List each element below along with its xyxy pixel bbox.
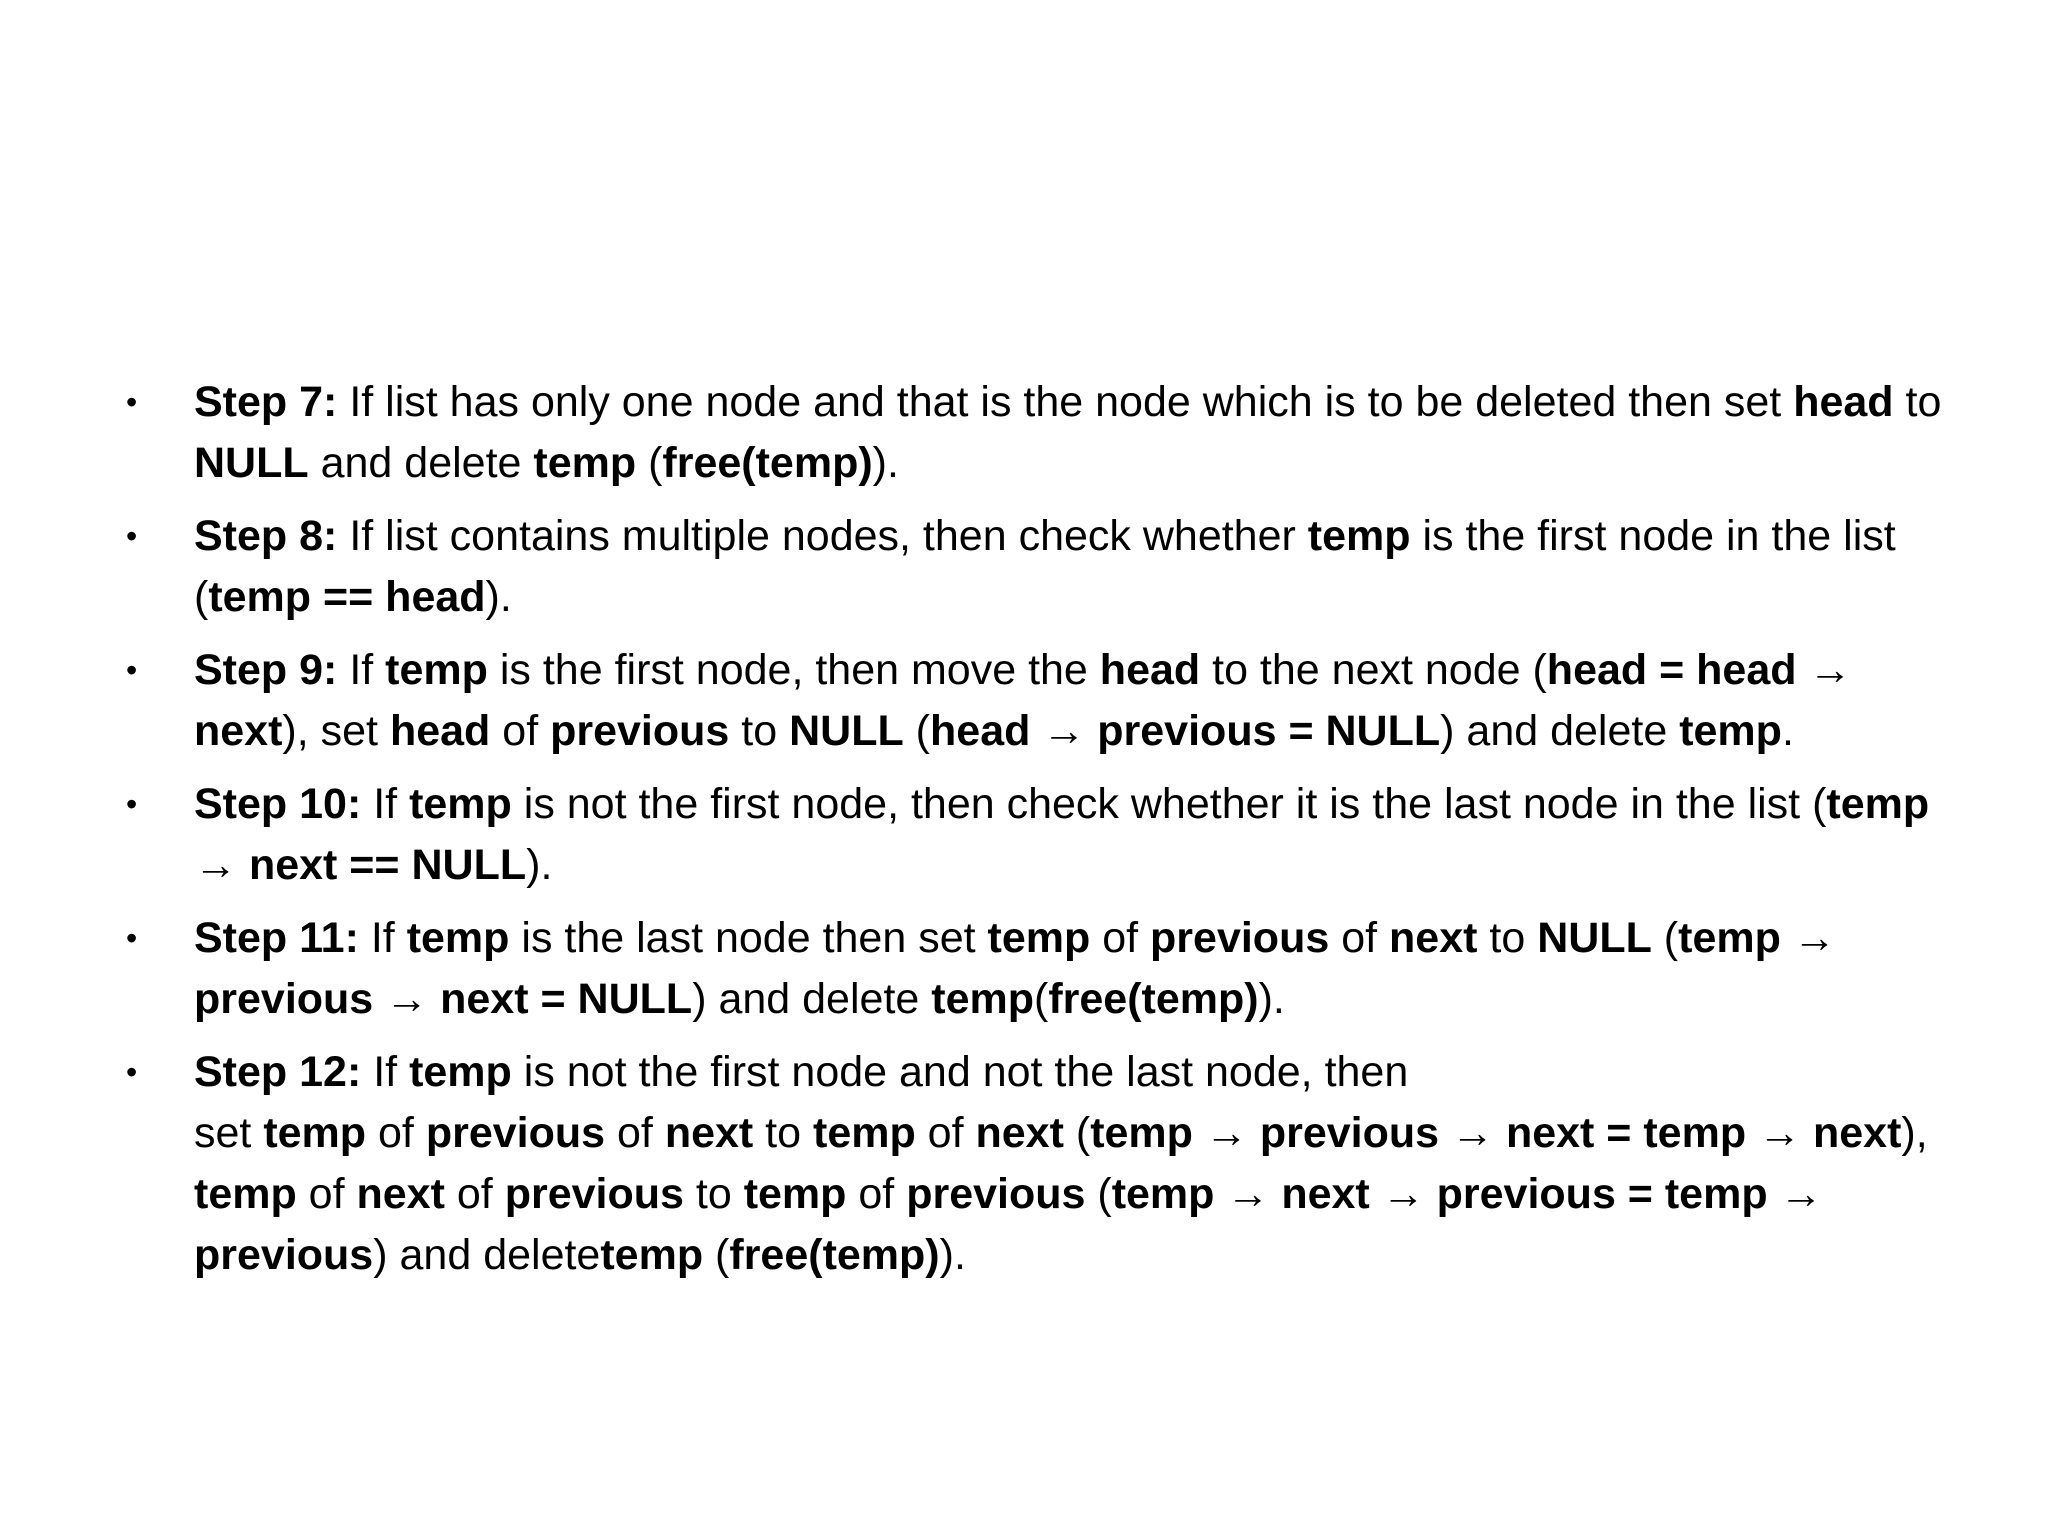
step-text [194,914,1836,1023]
text-run: set [194,1109,264,1157]
text-run: If [337,646,386,694]
text-run: is not the first node and not the last node, then [511,1048,1409,1096]
bold-text-run: next [1389,914,1478,962]
bold-text-run: previous [906,1170,1086,1218]
bold-text-run: temp == head [208,573,486,621]
bold-text-run: NULL [194,439,309,487]
text-run: of [444,1170,505,1218]
text-run: ( [703,1231,730,1279]
bold-text-run: temp [931,975,1034,1023]
bold-text-run: previous [504,1170,684,1218]
bold-text-run: previous [1150,914,1330,962]
bold-text-run: temp → next → previous = temp → previous [194,1170,1823,1279]
text-run: ( [1085,1170,1112,1218]
bold-text-run: Step 10: [194,780,362,828]
bold-text-run: head → previous = NULL [930,707,1441,755]
text-run: ) and delete [692,975,932,1023]
bold-text-run: head = head → next [194,646,1852,755]
text-run: If [361,780,410,828]
bold-text-run: temp [813,1109,916,1157]
bold-text-run: temp [743,1170,847,1218]
bold-text-run: Step 12: [194,1048,362,1096]
bullet-step-12 [120,1042,1960,1286]
bold-text-run: next [356,1170,445,1218]
bold-text-run: previous [550,707,730,755]
text-run: of [915,1109,976,1157]
bold-text-run: temp [263,1109,367,1157]
step-text [194,1048,1928,1279]
bold-text-run: free(temp) [662,439,873,487]
text-run: ), [1901,1109,1928,1157]
step-text [194,512,1896,621]
text-run: ) and delete [1440,707,1680,755]
bold-text-run: next [975,1109,1064,1157]
bold-text-run: temp [409,1048,512,1096]
text-run: If list contains multiple nodes, then check whether [337,512,1308,560]
text-run: of [296,1170,357,1218]
bold-text-run: temp [194,1170,297,1218]
bullet-step-7 [120,372,1960,494]
text-run: ). [485,573,512,621]
text-run: is not the first node, then check whether it is the last node in the list ( [511,780,1827,828]
text-run: ( [1033,975,1049,1023]
text-run: ( [903,707,931,755]
bold-text-run: temp → next == NULL [194,780,1930,889]
bold-text-run: temp [1679,707,1782,755]
text-run: of [1329,914,1390,962]
step-text [194,780,1929,889]
text-run: ), set [282,707,390,755]
bold-text-run: temp [409,780,512,828]
text-run: to [1893,378,1942,426]
text-run: of [366,1109,426,1157]
text-run: of [1090,914,1151,962]
text-run: If [361,1048,410,1096]
text-run: to [1477,914,1538,962]
text-run: ( [1063,1109,1091,1157]
bullet-step-11 [120,908,1960,1030]
bullet-step-8 [120,506,1960,628]
bold-text-run: Step 11: [194,914,359,962]
bold-text-run: temp [600,1231,704,1279]
text-run: ). [526,841,553,889]
bold-text-run: Step 7: [194,378,338,426]
text-run: to [683,1170,744,1218]
bold-text-run: next [664,1109,754,1157]
bullet-dot: • [126,518,138,554]
bold-text-run: Step 8: [194,512,338,560]
text-run: to [753,1109,813,1157]
bold-text-run: temp [406,914,510,962]
bold-text-run: head [1793,378,1894,426]
text-run: to [729,707,790,755]
bullet-dot: • [126,652,138,688]
bold-text-run: free(temp) [729,1231,940,1279]
text-run: ). [939,1231,966,1279]
bullet-dot: • [126,920,138,956]
bold-text-run: temp → previous → next = NULL [194,914,1836,1023]
text-run: is the last node then set [509,914,988,962]
text-run: . [1781,707,1794,755]
bold-text-run: free(temp) [1048,975,1259,1023]
step-text [194,378,1941,487]
bold-text-run: head [1099,646,1201,694]
bullet-dot: • [126,1054,138,1090]
bullet-dot: • [126,786,138,822]
bullet-step-9 [120,640,1960,762]
bold-text-run: head [389,707,491,755]
text-run: ( [1651,914,1679,962]
text-run: to the next node ( [1200,646,1547,694]
text-run: ). [872,439,899,487]
bold-text-run: temp [533,439,637,487]
bullet-step-10 [120,774,1960,896]
steps-bullet-list [120,372,1960,1298]
bold-text-run: NULL [789,707,904,755]
bold-text-run: temp [385,646,488,694]
bullet-dot: • [126,384,138,420]
text-run: of [490,707,551,755]
bold-text-run: temp → previous → next = temp → next [1090,1109,1902,1157]
text-run: If [358,914,407,962]
text-run: ) and delete [373,1231,601,1279]
text-run: If list has only one node and that is the node which is to be deleted then set [337,378,1794,426]
bold-text-run: temp [1307,512,1411,560]
bold-text-run: NULL [1537,914,1652,962]
text-run: ( [636,439,663,487]
text-run: is the first node, then move the [487,646,1100,694]
text-run: of [605,1109,665,1157]
step-text [194,646,1851,755]
text-run: is the first node in the list ( [194,512,1896,621]
text-run: ). [1258,975,1285,1023]
text-run: and delete [308,439,534,487]
text-run: of [846,1170,907,1218]
bold-text-run: temp [987,914,1091,962]
bold-text-run: Step 9: [194,646,338,694]
bold-text-run: previous [425,1109,606,1157]
